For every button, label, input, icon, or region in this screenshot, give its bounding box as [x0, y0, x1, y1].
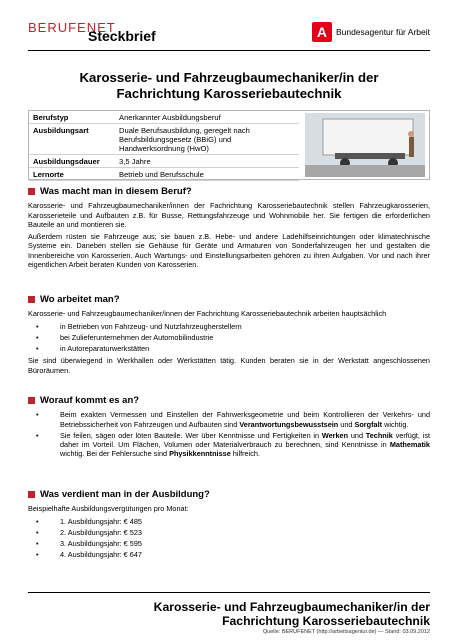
- section-body: [28, 410, 430, 458]
- section-body: [28, 504, 430, 559]
- berufenet-logo: BERUFENET: [28, 20, 116, 35]
- facts-label: Ausbildungsdauer: [33, 156, 100, 166]
- list-item: • in Betrieben von Fahrzeug- und Nutzfahrzeugherstellern: [28, 322, 430, 331]
- facts-label: Berufstyp: [33, 112, 69, 122]
- text-run: verfügt, ist daher im Vorteil. Um Flächen, Volumen oder Materialverbrauch zu berechnen, sind Kenntnisse in: [60, 430, 431, 450]
- red-square-icon: [28, 491, 35, 498]
- bold-term: Verantwortungsbewusstsein: [239, 419, 339, 429]
- facts-row: [29, 111, 299, 124]
- list-item: • bei Zulieferunternehmen der Automobilindustrie: [28, 333, 430, 342]
- bold-term: Mathematik: [389, 440, 430, 450]
- paragraph: Außerdem rüsten sie Fahrzeuge aus; sie bauen z.B. Hebe- und andere Ladehilfseinrichtungen oder klimatechnische Systeme ein. Daneben stellen sie Gehäuse für Geräte und Armaturen von Sonderfahrzeugen her und gestalten die Innenbereiche von Karosserien. Auch Wartungs- und Einstellungsarbeiten gehören zu ihren Aufgaben. Vor und nach ihrer eigentlichen Arbeit beraten Kunden von Karosserien.: [28, 232, 430, 270]
- list-item: [28, 410, 430, 429]
- facts-value: Duale Berufsausbildung, geregelt nach Berufsbildungsgesetz (BBiG) und Handwerksordnung (HwO): [119, 125, 250, 153]
- title-line-1: Karosserie- und Fahrzeugbaumechaniker/in der: [79, 70, 379, 85]
- footer-title-line-1: Karosserie- und Fahrzeugbaumechaniker/in der: [153, 600, 430, 614]
- paragraph: Sie sind überwiegend in Werkhallen oder Werkstätten tätig. Kunden beraten sie in der Werkstatt angeschlossenen Büroräumen.: [28, 356, 430, 375]
- footer-source: Quelle: BERUFENET (http://arbeitsagentur.de) — Stand: 03.09.2012: [262, 629, 430, 635]
- facts-table: [29, 111, 299, 181]
- facts-value: 3,5 Jahre: [119, 156, 151, 166]
- facts-row: [29, 168, 299, 181]
- facts-box: [28, 110, 430, 180]
- footer-divider: [28, 592, 430, 593]
- list-item: • 4. Ausbildungsjahr: € 647: [28, 550, 430, 559]
- agency-name: Bundesagentur für Arbeit: [335, 27, 430, 37]
- section-what: [28, 187, 430, 272]
- facts-value: Betrieb und Berufsschule: [119, 169, 204, 179]
- facts-row: [29, 155, 299, 168]
- bold-term: Technik: [365, 430, 393, 440]
- bold-term: Werken: [321, 430, 349, 440]
- bullet-list: [28, 322, 430, 354]
- section-heading-text: Worauf kommt es an?: [40, 395, 140, 406]
- text-run: hilfreich.: [230, 449, 260, 459]
- section-where: [28, 295, 430, 378]
- facts-value: Anerkannter Ausbildungsberuf: [119, 112, 221, 122]
- facts-row: [29, 124, 299, 155]
- truck-photo: [305, 113, 425, 177]
- page-header: [28, 20, 430, 50]
- section-heading-text: Was verdient man in der Ausbildung?: [40, 489, 210, 500]
- facts-label: Ausbildungsart: [33, 125, 89, 135]
- paragraph: Karosserie- und Fahrzeugbaumechaniker/innen der Fachrichtung Karosseriebautechnik stellen Fahrzeugkarosserien, Karosserieteile und Aufbauten z.B. für Busse, Rettungsfahrzeuge und Wohnmobile her. Sie fertigen die erforderlichen Bauteile an und montieren sie.: [28, 201, 430, 229]
- text-run: wichtig.: [382, 419, 409, 429]
- list-item: • 3. Ausbildungsjahr: € 595: [28, 539, 430, 548]
- section-pay: [28, 490, 430, 563]
- agency-logo: [312, 22, 430, 42]
- text-run: Beim exakten Vermessen und Einstellen der Fahrwerksgeometrie und beim Kontrollieren der Verkehrs- und Betriebssicherheit von Fahrzeugen und Aufbauten sind: [60, 410, 430, 429]
- title-line-2: Fachrichtung Karosseriebautechnik: [116, 86, 342, 101]
- text-run: und: [348, 430, 366, 440]
- section-heading: [28, 490, 430, 499]
- red-square-icon: [28, 188, 35, 195]
- header-divider: [28, 50, 430, 51]
- section-heading-text: Wo arbeitet man?: [40, 294, 120, 305]
- footer-title-line-2: Fachrichtung Karosseriebautechnik: [222, 614, 430, 628]
- list-item: • 1. Ausbildungsjahr: € 485: [28, 517, 430, 526]
- list-item: • 2. Ausbildungsjahr: € 523: [28, 528, 430, 537]
- bold-term: Physikkenntnisse: [169, 449, 231, 459]
- truck-illustration: [305, 113, 425, 177]
- text-run: und: [338, 419, 355, 429]
- section-heading: [28, 295, 430, 304]
- list-item: [28, 431, 430, 459]
- bold-term: Sorgfalt: [354, 419, 383, 429]
- section-body: [28, 201, 430, 269]
- section-heading-text: Was macht man in diesem Beruf?: [40, 186, 192, 197]
- paragraph: Karosserie- und Fahrzeugbaumechaniker/innen der Fachrichtung Karosseriebautechnik arbeiten hauptsächlich: [28, 309, 387, 319]
- bullet-list: [28, 410, 430, 458]
- agency-a-icon: A: [312, 22, 332, 42]
- section-heading: [28, 187, 430, 196]
- list-item: • in Autoreparaturwerkstätten: [28, 344, 430, 353]
- paragraph: Beispielhafte Ausbildungsvergütungen pro Monat:: [28, 504, 189, 514]
- red-square-icon: [28, 397, 35, 404]
- section-body: [28, 309, 430, 375]
- text-run: Sie feilen, sägen oder löten Bauteile. Wer über Kenntnisse und Fertigkeiten in: [60, 430, 322, 440]
- section-matters: [28, 396, 430, 462]
- text-run: wichtig. Bei der Fehlersuche sind: [60, 449, 170, 459]
- red-square-icon: [28, 296, 35, 303]
- facts-label: Lernorte: [33, 169, 64, 179]
- bullet-list: [28, 517, 430, 560]
- footer-title: [154, 600, 430, 628]
- page-title: [28, 70, 430, 102]
- steckbrief-label: Steckbrief: [88, 28, 156, 44]
- section-heading: [28, 396, 430, 405]
